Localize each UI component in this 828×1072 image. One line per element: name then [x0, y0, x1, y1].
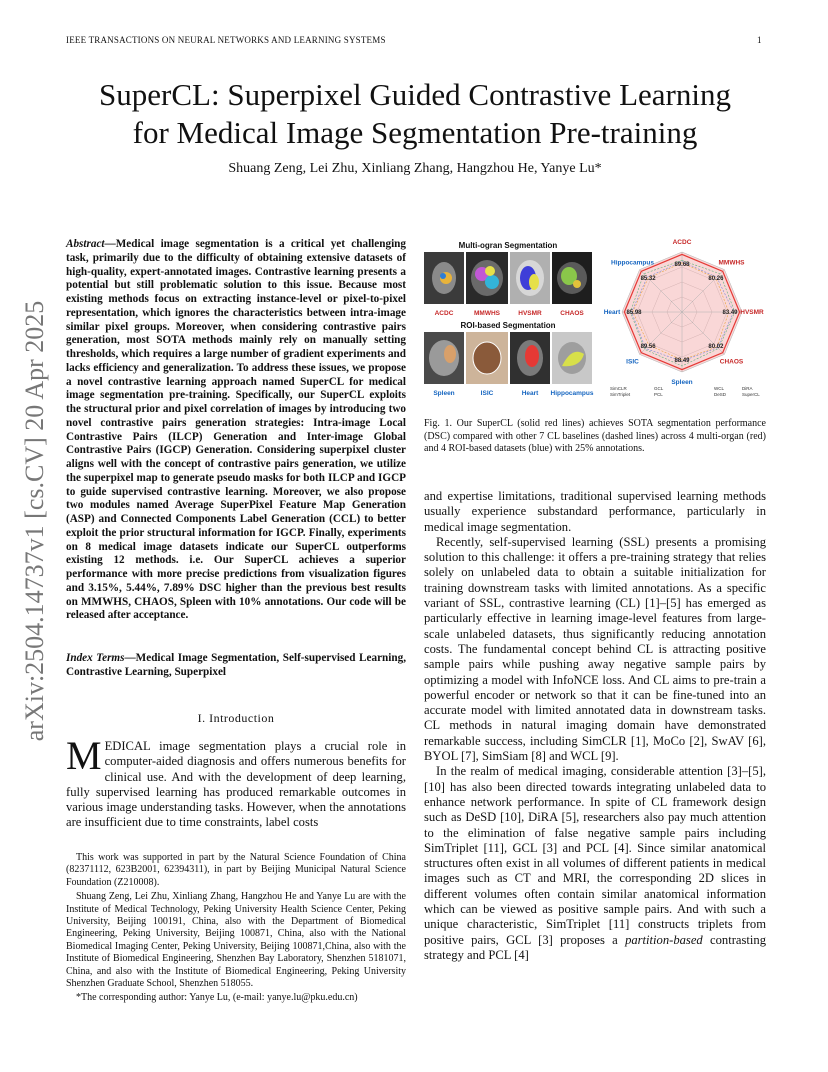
paper-title [60, 76, 770, 152]
legend-item-5: DeSD [714, 392, 727, 397]
figure-1-graphic [424, 238, 766, 413]
multi-label-0: ACDC [434, 310, 454, 317]
radar-axis-label: Spleen [671, 379, 693, 386]
legend-item-0: SimCLR [610, 386, 627, 391]
figure-1-caption: Fig. 1. Our SuperCL (solid red lines) achieves SOTA segmentation performance (DSC) compared with other 7 CL baselines (dashed lines) across 4 multi-organ (red) and 4 ROI-based datasets (blue) with 25% annotations. [424, 418, 766, 454]
radar-value-label: 80.02 [708, 343, 724, 350]
funding-footnote: This work was supported in part by the Natural Science Foundation of China (82371112, 623B2001, 62394311), in part by Beijing Municipal Natural Science Foundation (Z210008). [66, 852, 406, 888]
affiliation-footnote: Shuang Zeng, Lei Zhu, Xinliang Zhang, Hangzhou He and Yanye Lu are with the Institute of Medical Technology, Peking University Health Science Center, Peking University, Beijing 100191, China, also with the Department of Biomedical Engineering, Peking University, Beijing 100871, China, also with the National Biomedical Imaging Center, Peking University, Beijing 100871,China, also with the Institute of Biomedical Engineering, Shenzhen Bay Laboratory, Shenzhen 5181071, China, and also with the Institute of Biomedical Engineering, Peking University Shenzhen Graduate School, Shenzhen 518055. [66, 891, 406, 990]
right-paragraph-3-em: partition-based [625, 932, 703, 947]
section-heading-introduction: I. Introduction [197, 711, 275, 725]
legend-item-7: SuperCL [742, 392, 760, 397]
multi-label-3: CHAOS [560, 310, 584, 317]
abstract-label: Abstract [66, 238, 105, 250]
right-paragraph-2: Recently, self-supervised learning (SSL) presents a promising solution to this challenge: it offers a pre-training strategy that relies solely on unlabeled data to obtain a suitable initialization for training downstream tasks with limited annotations. As a specific variant of SSL, contrastive learning (CL) [1]–[5] has emerged as particularly effective in learning image-level features from large-scale unlabeled datasets, thus significantly reducing annotation costs. The fundamental concept behind CL is attracting positive sample pairs while pushing away negative sample pairs by optimizing a model with InfoNCE loss. And CL aims to pre-train a powerful encoder or network so that it can be fine-tuned into an accurate model with limited annotated data in downstream tasks. CL methods in natural imaging domain have demonstrated remarkable success, including SimCLR [1], MoCo [2], SwAV [6], BYOL [7], SimSiam [8] and WCL [9]. [424, 534, 766, 764]
roi-thumbnails [424, 332, 592, 384]
author-list: Shuang Zeng, Lei Zhu, Xinliang Zhang, Hangzhou He, Yanye Lu* [228, 161, 602, 176]
radar-value-label: 80.26 [708, 276, 724, 283]
radar-axis-label: HVSMR [740, 309, 764, 316]
legend-item-3: PCL [654, 392, 663, 397]
right-paragraph-3-a: In the realm of medical imaging, considerable attention [3]–[5], [10] has also been directed towards integrating unlabeled data to enhance network performance. In spite of CL framework design such as DeSD [10], DiRA [5], researchers also pay much attention to the elimination of false negative sample pairs including SimTriplet [11], GCL [3] and PCL [4]. Since similar anatomical structures often exist in all volumes of different patients in medical images such as CT and MRI, the corresponding 2D slices in different volumes often contain similar anatomical information which can be viewed as positive sample pairs. And with such a unique characteristic, SimTriplet [11] constructs triplets from positive pairs, GCL [3] proposes a [424, 764, 766, 947]
right-column-body [424, 489, 766, 963]
radar-axis-label: ACDC [672, 239, 692, 246]
title-line-2: for Medical Image Segmentation Pre-training [132, 115, 698, 150]
roi-title: ROI-based Segmentation [460, 321, 556, 330]
intro-first-word: EDICAL [104, 739, 151, 753]
index-terms-text: —Medical Image Segmentation, Self-supervised Learning, Contrastive Learning, Superpixel [66, 652, 406, 678]
index-terms-label: Index Terms [66, 652, 125, 664]
radar-axis-label: ISIC [626, 358, 639, 366]
arxiv-stamp-text: arXiv:2504.14737v1 [cs.CV] 20 Apr 2025 [20, 300, 49, 742]
roi-label-2: Heart [521, 390, 539, 397]
radar-axis-label: Hippocampus [611, 259, 654, 267]
corresponding-author-footnote: *The corresponding author: Yanye Lu, (e-mail: yanye.lu@pku.edu.cn) [76, 992, 358, 1004]
radar-axis-label: Heart [603, 309, 621, 316]
radar-axis-label: CHAOS [719, 358, 744, 366]
multi-label-1: MMWHS [474, 310, 500, 317]
radar-axis-label: MMWHS [718, 259, 745, 267]
page-number: 1 [757, 35, 762, 45]
running-header: IEEE TRANSACTIONS ON NEURAL NETWORKS AND LEARNING SYSTEMS [66, 35, 386, 45]
right-paragraph-3-b: contrasting strategy and PCL [4] [424, 932, 766, 962]
legend-item-6: DiRA [742, 386, 753, 391]
roi-label-1: ISIC [480, 390, 494, 397]
introduction-paragraph [66, 733, 406, 831]
footnotes [66, 852, 406, 1007]
legend-item-2: GCL [654, 386, 664, 391]
radar-value-label: 83.49 [722, 310, 738, 316]
arxiv-stamp [22, 286, 48, 756]
radar-value-label: 88.49 [674, 358, 690, 364]
legend-item-4: WCL [714, 386, 724, 391]
radar-value-label: 89.56 [640, 343, 656, 350]
drop-cap: M [66, 733, 102, 778]
title-line-1: SuperCL: Superpixel Guided Contrastive Learning [99, 77, 731, 112]
right-paragraph-3 [424, 764, 766, 963]
index-terms [66, 652, 406, 680]
radar-chart [604, 239, 764, 386]
radar-value-label: 85.98 [626, 310, 642, 316]
intro-text: image segmentation plays a crucial role in computer-aided diagnosis and offers numerous benefits for clinical use. And with the development of deep learning, fully supervised learning has produced remarkable outcomes in various image understanding tasks. However, when the annotations are insufficient due to time constraints, label costs [66, 739, 406, 830]
abstract [66, 238, 406, 623]
radar-legend [610, 386, 760, 397]
roi-label-0: Spleen [433, 390, 455, 397]
roi-label-3: Hippocampus [550, 390, 594, 397]
abstract-text: —Medical image segmentation is a critical yet challenging task, primarily due to the difficulty of obtaining extensive datasets of high-quality, expert-annotated images. Contrastive learning presents a potential but still problematic solution to this issue. Because most existing methods focus on extracting instance-level or pixel-to-pixel representation, which ignores the characteristics between intra-image similar pixel groups. Moreover, when considering contrastive pairs generation, most SOTA methods mainly rely on manually setting thresholds, which requires a large number of gradient experiments and lacks efficiency and generalization. To address these issues, we propose a novel contrastive learning approach named SuperCL for medical image segmentation pre-training. Specifically, our SuperCL exploits the structural prior and pixel correlation of images by introducing two novel contrastive pairs generation strategies: Intra-image Local Contrastive Pairs (ILCP) Generation and Inter-image Global Contrastive Pairs (IGCP) Generation. Considering superpixel cluster aligns well with the concept of contrastive pairs generation, we utilize the superpixel map to generate pseudo masks for both ILCP and IGCP to guide supervised contrastive learning. Moreover, we also propose two modules named Average SuperPixel Feature Map Generation (ASP) and Connected Components Label Generation (CCL) to better exploit the prior structural information for IGCP. Finally, experiments on 8 medical image datasets indicate our SuperCL outperforms existing 12 methods. i.e. Our SuperCL achieves a superior performance with more precise predictions from visualization figures and 3.15%, 5.44%, 7.89% DSC higher than the previous best results on MMWHS, CHAOS, Spleen with 10% annotations. Our code will be released after acceptance. [66, 238, 406, 622]
multi-organ-title: Multi-ogran Segmentation [458, 241, 558, 250]
radar-value-label: 89.68 [674, 262, 690, 268]
figure-1 [424, 238, 766, 413]
radar-value-label: 85.32 [640, 276, 656, 283]
legend-item-1: SimTriplet [610, 392, 631, 397]
multi-organ-thumbnails [424, 252, 592, 304]
right-paragraph-1: and expertise limitations, traditional supervised learning methods usually experience substandard performance, particularly in medical image segmentation. [424, 489, 766, 534]
multi-label-2: HVSMR [518, 310, 542, 317]
